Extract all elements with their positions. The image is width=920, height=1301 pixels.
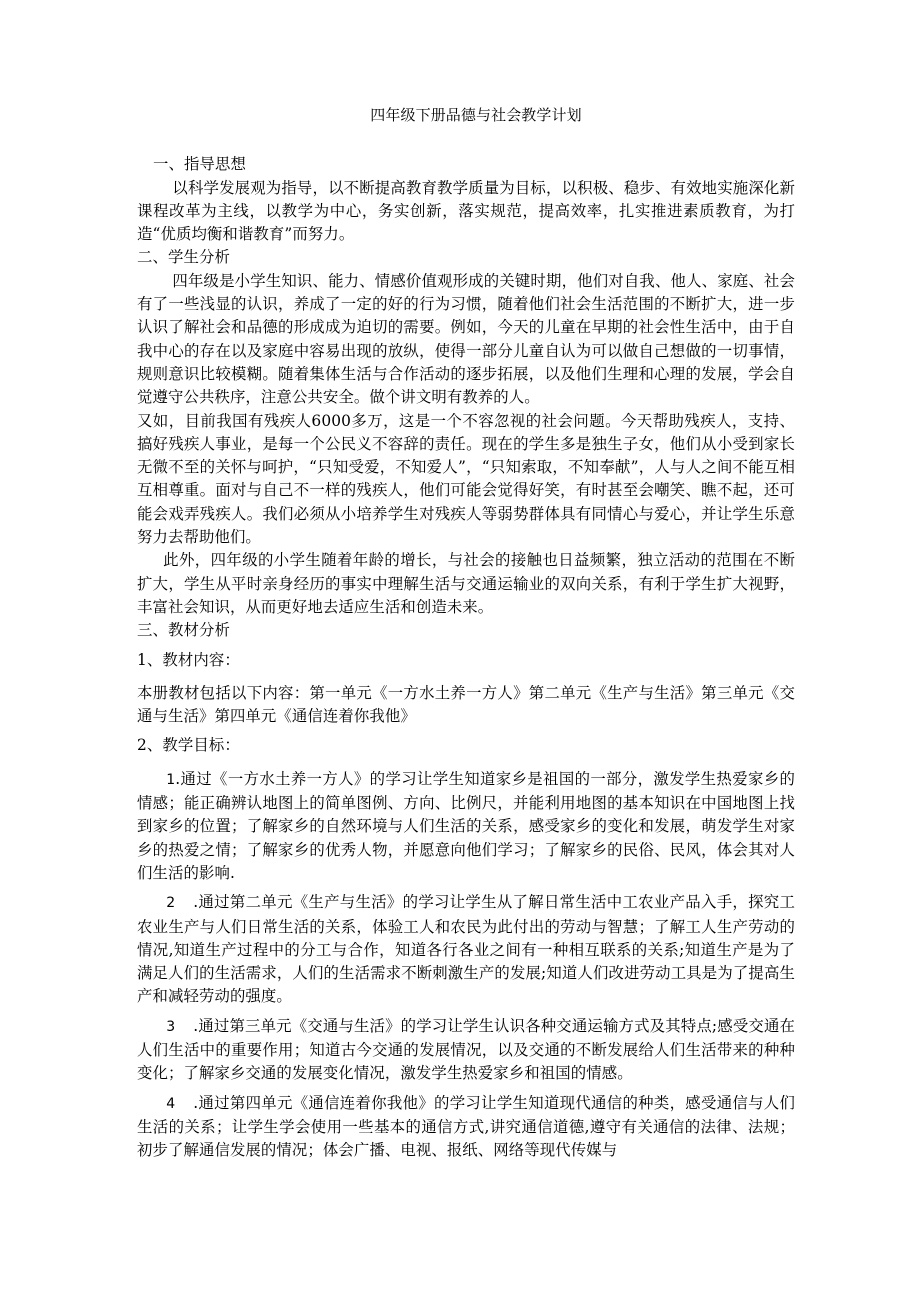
teaching-goals-list <box>137 768 795 1163</box>
paragraph-textbook-content: 本册教材包括以下内容：第一单元《一方水土养一方人》第二单元《生产与生活》第三单元《交通与生活》第四单元《通信连着你我他》 <box>137 683 795 726</box>
section-heading-student-analysis: 二、学生分析 <box>137 248 230 267</box>
section-heading-guiding-ideology: 一、指导思想 <box>153 155 246 174</box>
teaching-goal-item <box>137 891 795 1008</box>
paragraph-student-analysis-2: 又如，目前我国有残疾人6000多万，这是一个不容忽视的社会问题。今天帮助残疾人，支持、搞好残疾人事业，是每一个公民义不容辞的责任。现在的学生多是独生子女，他们从小受到家长无微不至的关怀与呵护，“只知受爱，不知爱人”，“只知索取，不知奉献”，人与人之间不能互相互相尊重。面对与自己不一样的残疾人，他们可能会觉得好笑，有时甚至会嘲笑、瞧不起，还可能会戏弄残疾人。我们必须从小培养学生对残疾人等弱势群体具有同情心与爱心，并让学生乐意努力去帮助他们。 <box>137 411 795 547</box>
goal-text: .通过第二单元《生产与生活》的学习让学生从了解日常生活中工农业产品入手，探究工农业生产与人们日常生活的关系，体验工人和农民为此付出的劳动与智慧；了解工人生产劳动的情况,知道生产过程中的分工与合作，知道各行各业之间有一种相互联系的关系;知道生产是为了满足人们的生活需求，人们的生活需求不断刺激生产的发展;知道人们改进劳动工具是为了提高生产和减轻劳动的强度。 <box>137 893 795 1006</box>
goal-number: 3 <box>166 1018 176 1035</box>
goal-number: 4 <box>166 1095 176 1112</box>
goal-text: .通过第三单元《交通与生活》的学习让学生认识各种交通运输方式及其特点;感受交通在人们生活中的重要作用；知道古今交通的发展情况，以及交通的不断发展给人们生活带来的种种变化；了解家乡交通的发展变化情况，激发学生热爱家乡和祖国的情感。 <box>137 1016 795 1083</box>
teaching-goal-item <box>137 1092 795 1163</box>
teaching-goal-item <box>137 768 795 885</box>
paragraph-student-analysis-3: 此外，四年级的小学生随着年龄的增长，与社会的接触也日益频繁，独立活动的范围在不断扩大，学生从平时亲身经历的事实中理解生活与交通运输业的双向关系，有利于学生扩大视野，丰富社会知识，从而更好地去适应生活和创造未来。 <box>137 551 795 616</box>
goal-number: 1 <box>166 771 176 788</box>
goal-number: 2 <box>166 895 176 912</box>
document-title: 四年级下册品德与社会教学计划 <box>370 106 582 124</box>
goal-text: .通过《一方水土养一方人》的学习让学生知道家乡是祖国的一部分，激发学生热爱家乡的情感；能正确辨认地图上的简单图例、方向、比例尺，并能利用地图的基本知识在中国地图上找到家乡的位置；了解家乡的自然环境与人们生活的关系，感受家乡的变化和发展，萌发学生对家乡的热爱之情；了解家乡的优秀人物，并愿意向他们学习；了解家乡的民俗、民风，体会其对人们生活的影响. <box>137 769 795 882</box>
subheading-textbook-content: 1、教材内容： <box>137 650 240 669</box>
section-heading-textbook-analysis: 三、教材分析 <box>137 621 230 640</box>
subheading-teaching-goals: 2、教学目标： <box>137 736 240 755</box>
paragraph-student-analysis-1: 四年级是小学生知识、能力、情感价值观形成的关键时期，他们对自我、他人、家庭、社会有了一些浅显的认识，养成了一定的好的行为习惯，随着他们社会生活范围的不断扩大，进一步认识了解社会和品德的形成成为迫切的需要。例如，今天的儿童在早期的社会性生活中，由于自我中心的存在以及家庭中容易出现的放纵，使得一部分儿童自认为可以做自己想做的一切事情，规则意识比较模糊。随着集体生活与合作活动的逐步拓展，以及他们生理和心理的发展，学会自觉遵守公共秩序，注意公共安全。做个讲文明有教养的人。 <box>137 271 795 407</box>
paragraph-guiding-ideology: 以科学发展观为指导，以不断提高教育教学质量为目标，以积极、稳步、有效地实施深化新课程改革为主线，以教学为中心，务实创新，落实规范，提高效率，扎实推进素质教育，为打造“优质均衡和谐教育”而努力。 <box>137 178 795 244</box>
goal-text: .通过第四单元《通信连着你我他》的学习让学生知道现代通信的种类，感受通信与人们生活的关系；让学生学会使用一些基本的通信方式,讲究通信道德,遵守有关通信的法律、法规；初步了解通信发展的情况；体会广播、电视、报纸、网络等现代传媒与 <box>137 1093 795 1160</box>
document-page <box>137 104 795 1162</box>
teaching-goal-item <box>137 1015 795 1086</box>
